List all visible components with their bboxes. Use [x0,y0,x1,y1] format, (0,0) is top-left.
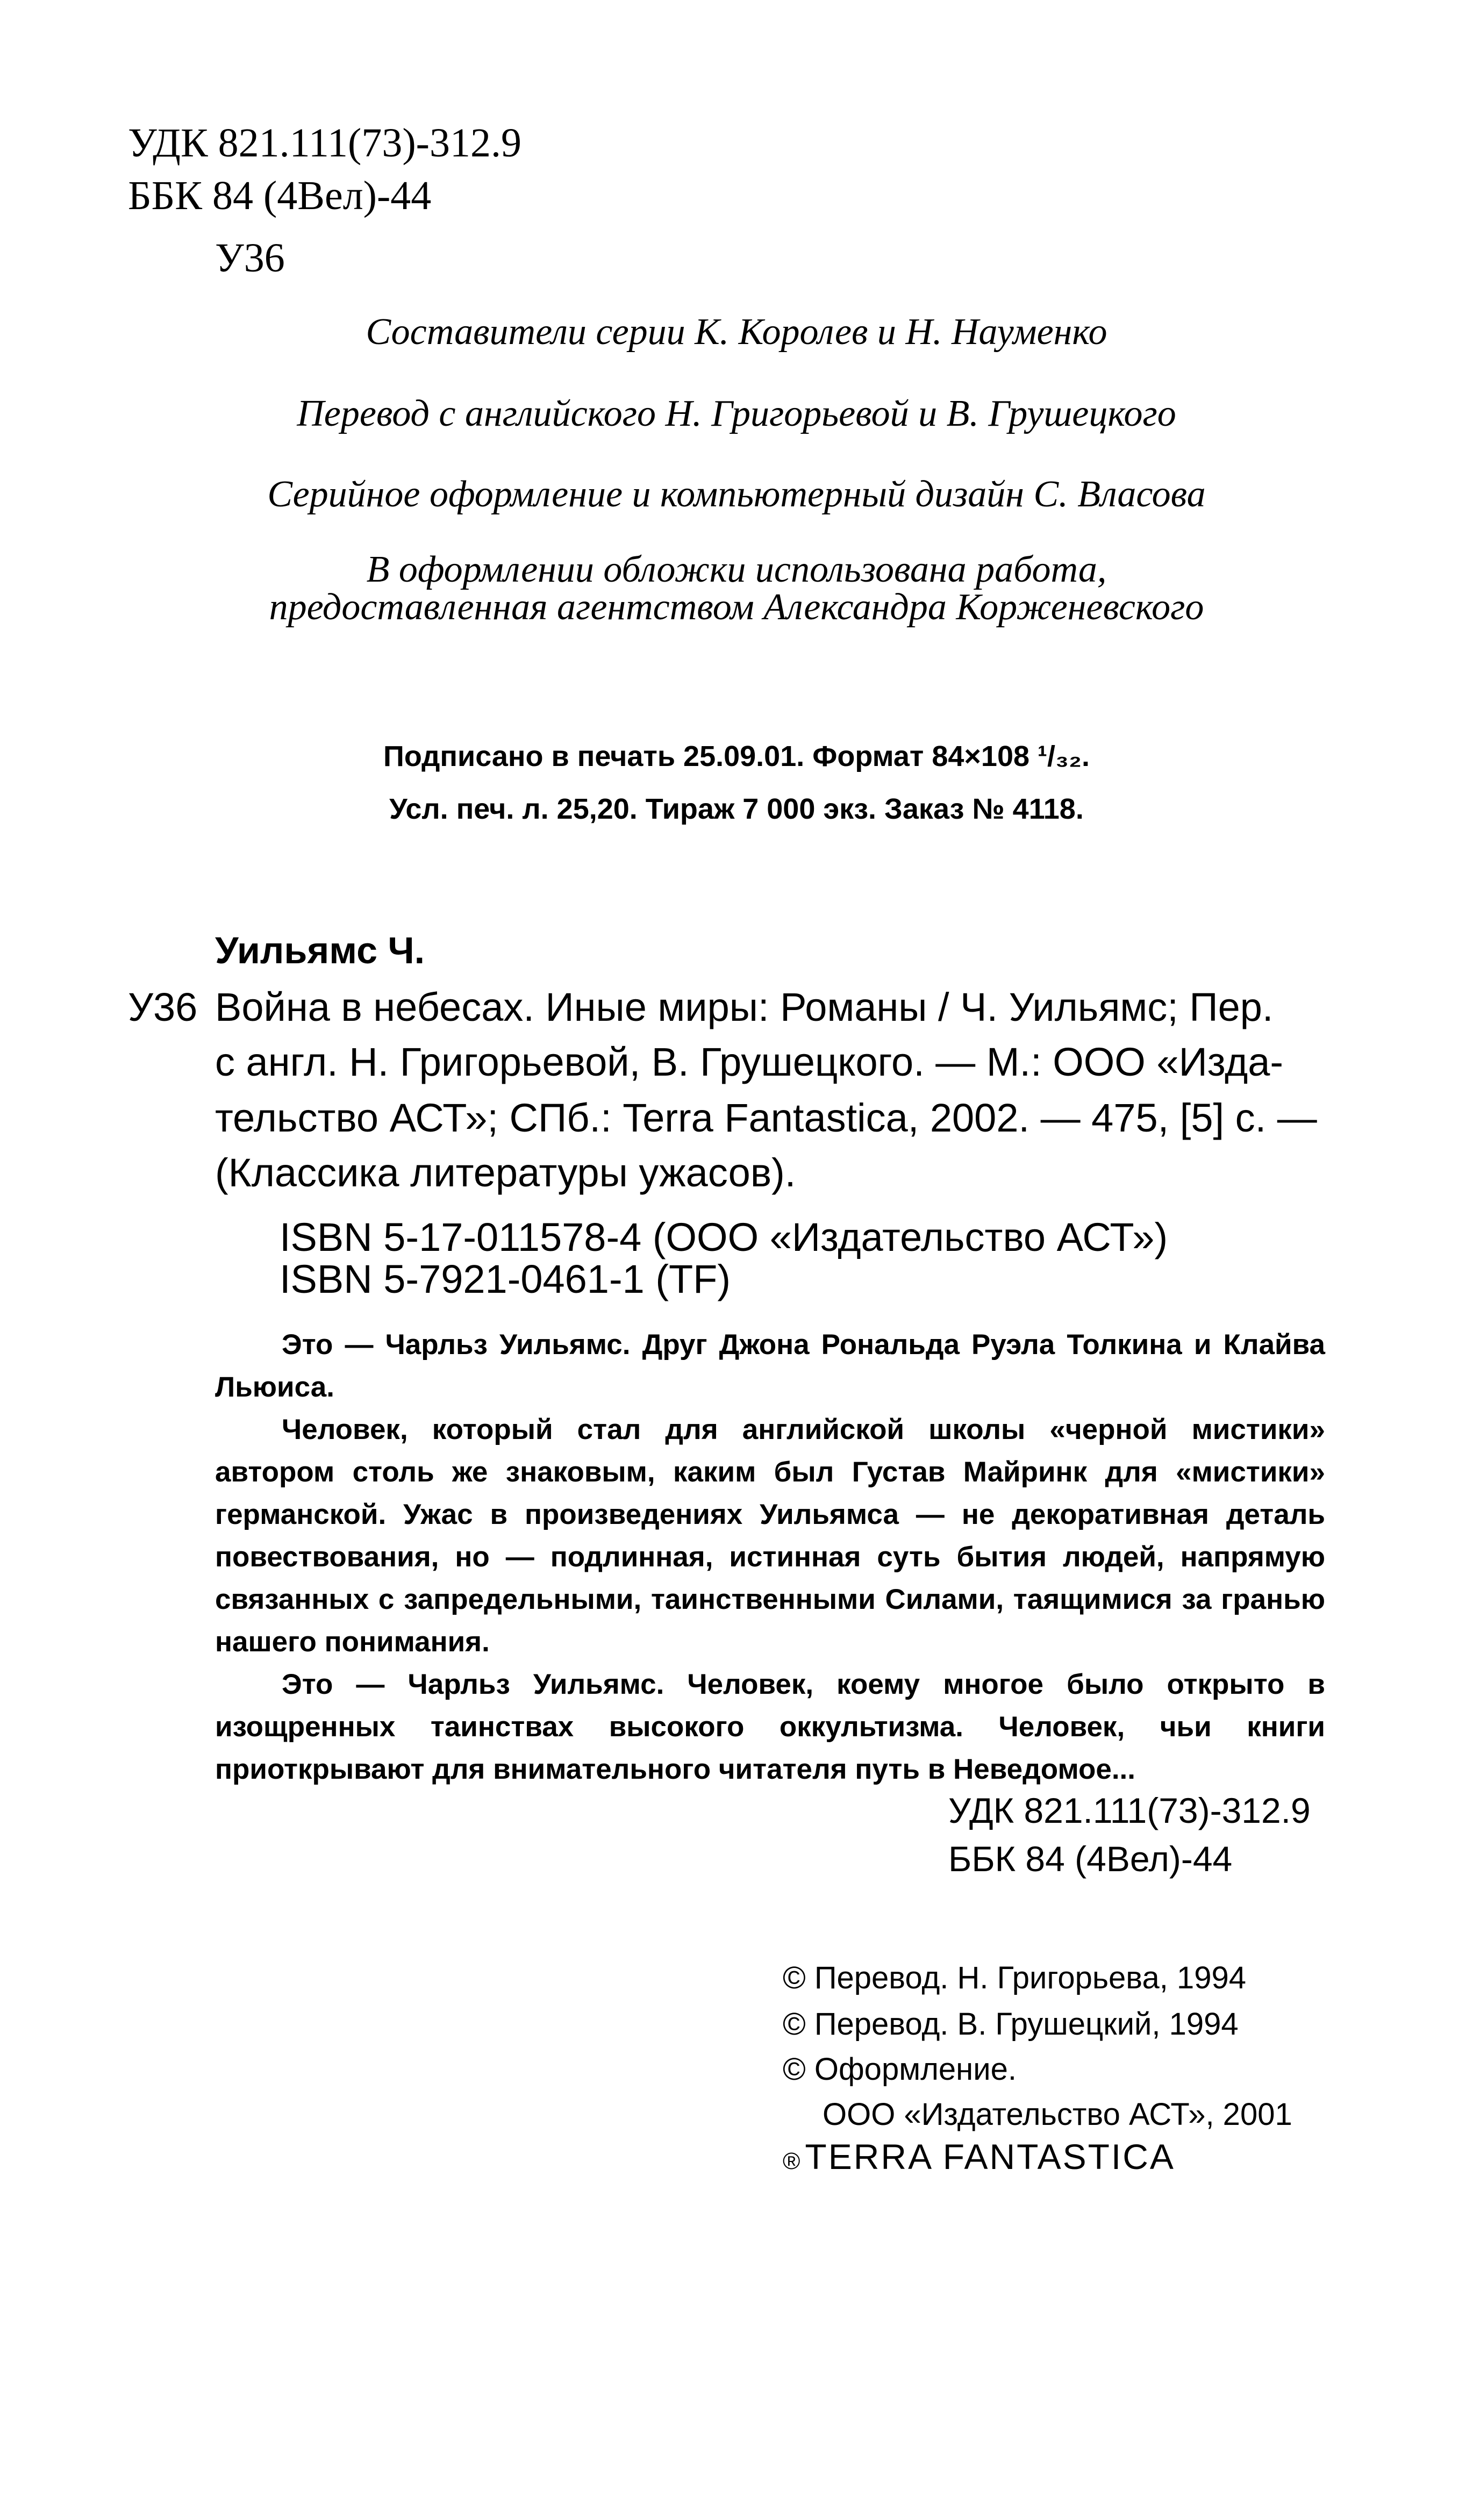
series-compilers: Составители серии К. Королев и Н. Науменко [366,311,1107,353]
annotation-paragraph: Это — Чарльз Уильямс. Человек, коему многое было открыто в изощренных таинствах высокого оккультизма. Человек, чьи книги приоткрывают для внимательного читателя путь в Неведомое... [215,1669,1325,1785]
design-credit: Серийное оформление и компьютерный дизайн С. Власова [267,474,1206,515]
annotation-paragraph: Это — Чарльз Уильямс. Друг Джона Рональда Руэла Толкина и Клайва Льюиса. [215,1329,1325,1403]
isbn-tf: ISBN 5-7921-0461-1 (TF) [280,1257,731,1301]
printing-info-line2: Усл. печ. л. 25,20. Тираж 7 000 экз. Заказ № 4118. [389,793,1084,825]
catalog-line: (Классика литературы ужасов). [215,1150,796,1195]
cover-credit-line2: предоставленная агентством Александра Корженевского [269,586,1204,628]
footer-udk-code: УДК 821.111(73)-312.9 [948,1791,1311,1830]
udk-code: УДК 821.111(73)-312.9 [128,120,521,166]
registered-mark-icon: ® [783,2148,802,2174]
catalog-line: с англ. Н. Григорьевой, В. Грушецкого. — М.: ООО «Изда- [215,1040,1284,1084]
catalog-line: тельство АСТ»; СПб.: Terra Fantastica, 2002. — 475, [5] с. — [215,1096,1317,1140]
printing-info-line1: Подписано в печать 25.09.01. Формат 84×108 ¹/₃₂. [383,740,1090,772]
copyright-translation-2: © Перевод. В. Грушецкий, 1994 [783,2007,1239,2042]
annotation-paragraph: Человек, который стал для английской школы «черной мистики» автором столь же знаковым, каким был Густав Майринк для «мистики» германской. Ужас в произведениях Уильямса — не декоративная деталь повествования, но — подлинная, истинная суть бытия людей, напрямую связанных с запредельными, таинственными Силами, таящимися за гранью нашего понимания. [215,1414,1325,1658]
catalog-author: Уильямс Ч. [215,929,425,971]
terra-fantastica-wordmark: TERRA FANTASTICA [805,2137,1175,2177]
catalog-mark: У36 [128,985,198,1029]
bbk-code: ББК 84 (4Вел)-44 [128,173,432,218]
copyright-design: © Оформление. [783,2052,1017,2087]
isbn-ast: ISBN 5-17-011578-4 (ООО «Издательство АСТ») [280,1215,1168,1259]
author-mark: У36 [215,235,285,281]
translation-credit: Перевод с английского Н. Григорьевой и В. Грушецкого [297,393,1176,434]
cover-credit-line1: В оформлении обложки использована работа, [366,549,1107,590]
footer-bbk-code: ББК 84 (4Вел)-44 [948,1839,1233,1879]
terra-fantastica-logo [783,2136,1175,2177]
catalog-line: Война в небесах. Иные миры: Романы / Ч. Уильямс; Пер. [215,985,1274,1029]
copyright-publisher: ООО «Издательство АСТ», 2001 [823,2097,1292,2132]
copyright-translation-1: © Перевод. Н. Григорьева, 1994 [783,1960,1246,1995]
